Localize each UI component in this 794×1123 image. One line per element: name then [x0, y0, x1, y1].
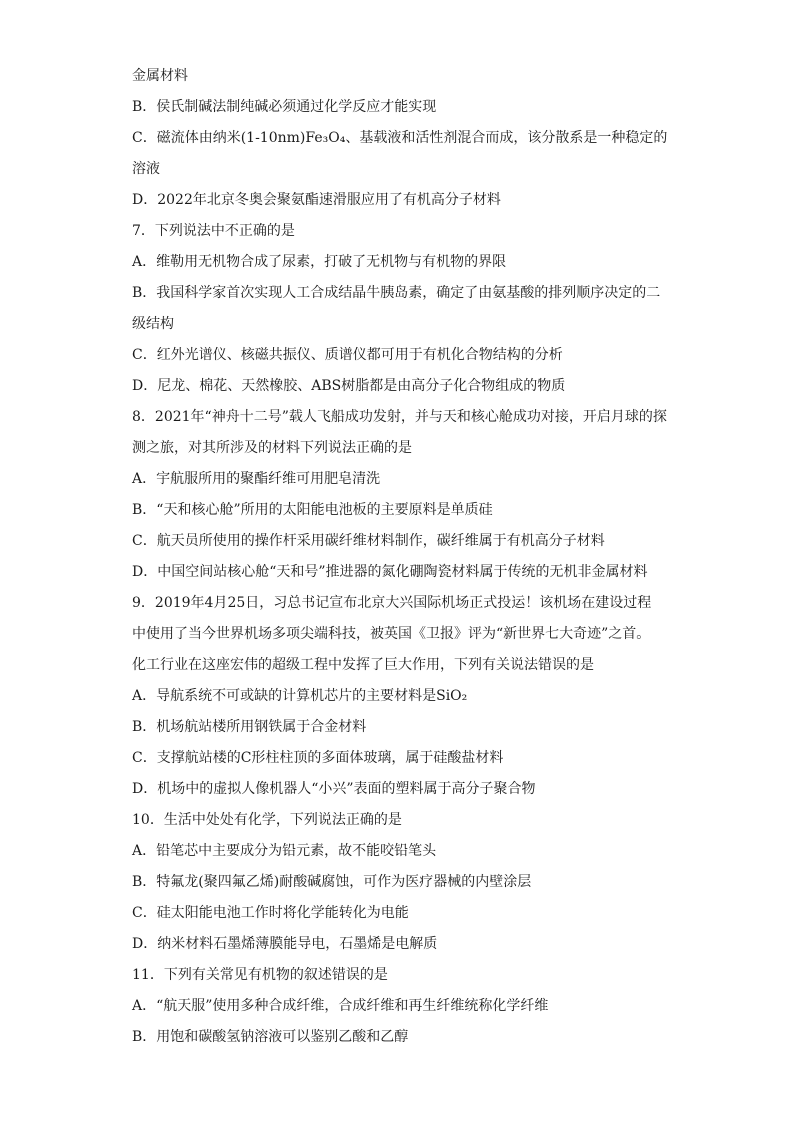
option-b: B．我国科学家首次实现人工合成结晶牛胰岛素，确定了由氨基酸的排列顺序决定的二: [132, 285, 661, 301]
text-line: 化工行业在这座宏伟的超级工程中发挥了巨大作用，下列有关说法错误的是: [132, 657, 594, 673]
option-a: A．导航系统不可或缺的计算机芯片的主要材料是SiO₂: [132, 688, 468, 704]
option-b: B．用饱和碳酸氢钠溶液可以鉴别乙酸和乙醇: [132, 1029, 409, 1045]
option-c: C．红外光谱仪、核磁共振仪、质谱仪都可用于有机化合物结构的分析: [132, 347, 563, 363]
option-a: A．维勒用无机物合成了尿素，打破了无机物与有机物的界限: [132, 254, 507, 270]
question-9-stem: 9．2019年4月25日，习总书记宣布北京大兴国际机场正式投运！该机场在建设过程: [132, 595, 652, 611]
text-line: 金属材料: [132, 68, 188, 84]
question-11-stem: 11．下列有关常见有机物的叙述错误的是: [132, 967, 388, 983]
option-d: D．尼龙、棉花、天然橡胶、ABS树脂都是由高分子化合物组成的物质: [132, 378, 566, 394]
option-d: D．机场中的虚拟人像机器人“小兴”表面的塑料属于高分子聚合物: [132, 781, 536, 797]
text-line: 中使用了当今世界机场多项尖端科技，被英国《卫报》评为“新世界七大奇迹”之首。: [132, 626, 651, 642]
option-c: C．硅太阳能电池工作时将化学能转化为电能: [132, 905, 409, 921]
text-line: 级结构: [132, 316, 174, 332]
option-a: A．宇航服所用的聚酯纤维可用肥皂清洗: [132, 471, 381, 487]
question-8-stem: 8．2021年“神舟十二号”载人飞船成功发射，并与天和核心舱成功对接，开启月球的探: [132, 409, 667, 425]
question-7-stem: 7．下列说法中不正确的是: [132, 223, 295, 239]
text-line: B．侯氏制碱法制纯碱必须通过化学反应才能实现: [132, 99, 437, 115]
option-b: B．“天和核心舱”所用的太阳能电池板的主要原料是单质硅: [132, 502, 493, 518]
text-line: D．2022年北京冬奥会聚氨酯速滑服应用了有机高分子材料: [132, 192, 501, 208]
option-b: B．特氟龙(聚四氟乙烯)耐酸碱腐蚀，可作为医疗器械的内壁涂层: [132, 874, 532, 890]
option-a: A．铅笔芯中主要成分为铅元素，故不能咬铅笔头: [132, 843, 437, 859]
option-d: D．中国空间站核心舱“天和号”推进器的氮化硼陶瓷材料属于传统的无机非金属材料: [132, 564, 648, 580]
option-b: B．机场航站楼所用钢铁属于合金材料: [132, 719, 367, 735]
text-line: 溶液: [132, 161, 160, 177]
text-line: 测之旅，对其所涉及的材料下列说法正确的是: [132, 440, 412, 456]
option-c: C．支撑航站楼的C形柱柱顶的多面体玻璃，属于硅酸盐材料: [132, 750, 504, 766]
text-line: C．磁流体由纳米(1-10nm)Fe₃O₄、基载液和活性剂混合而成，该分散系是一种稳定的: [132, 130, 668, 146]
option-c: C．航天员所使用的操作杆采用碳纤维材料制作，碳纤维属于有机高分子材料: [132, 533, 605, 549]
question-10-stem: 10．生活中处处有化学，下列说法正确的是: [132, 812, 402, 828]
option-a: A．“航天服”使用多种合成纤维，合成纤维和再生纤维统称化学纤维: [132, 998, 549, 1014]
option-d: D．纳米材料石墨烯薄膜能导电，石墨烯是电解质: [132, 936, 438, 952]
